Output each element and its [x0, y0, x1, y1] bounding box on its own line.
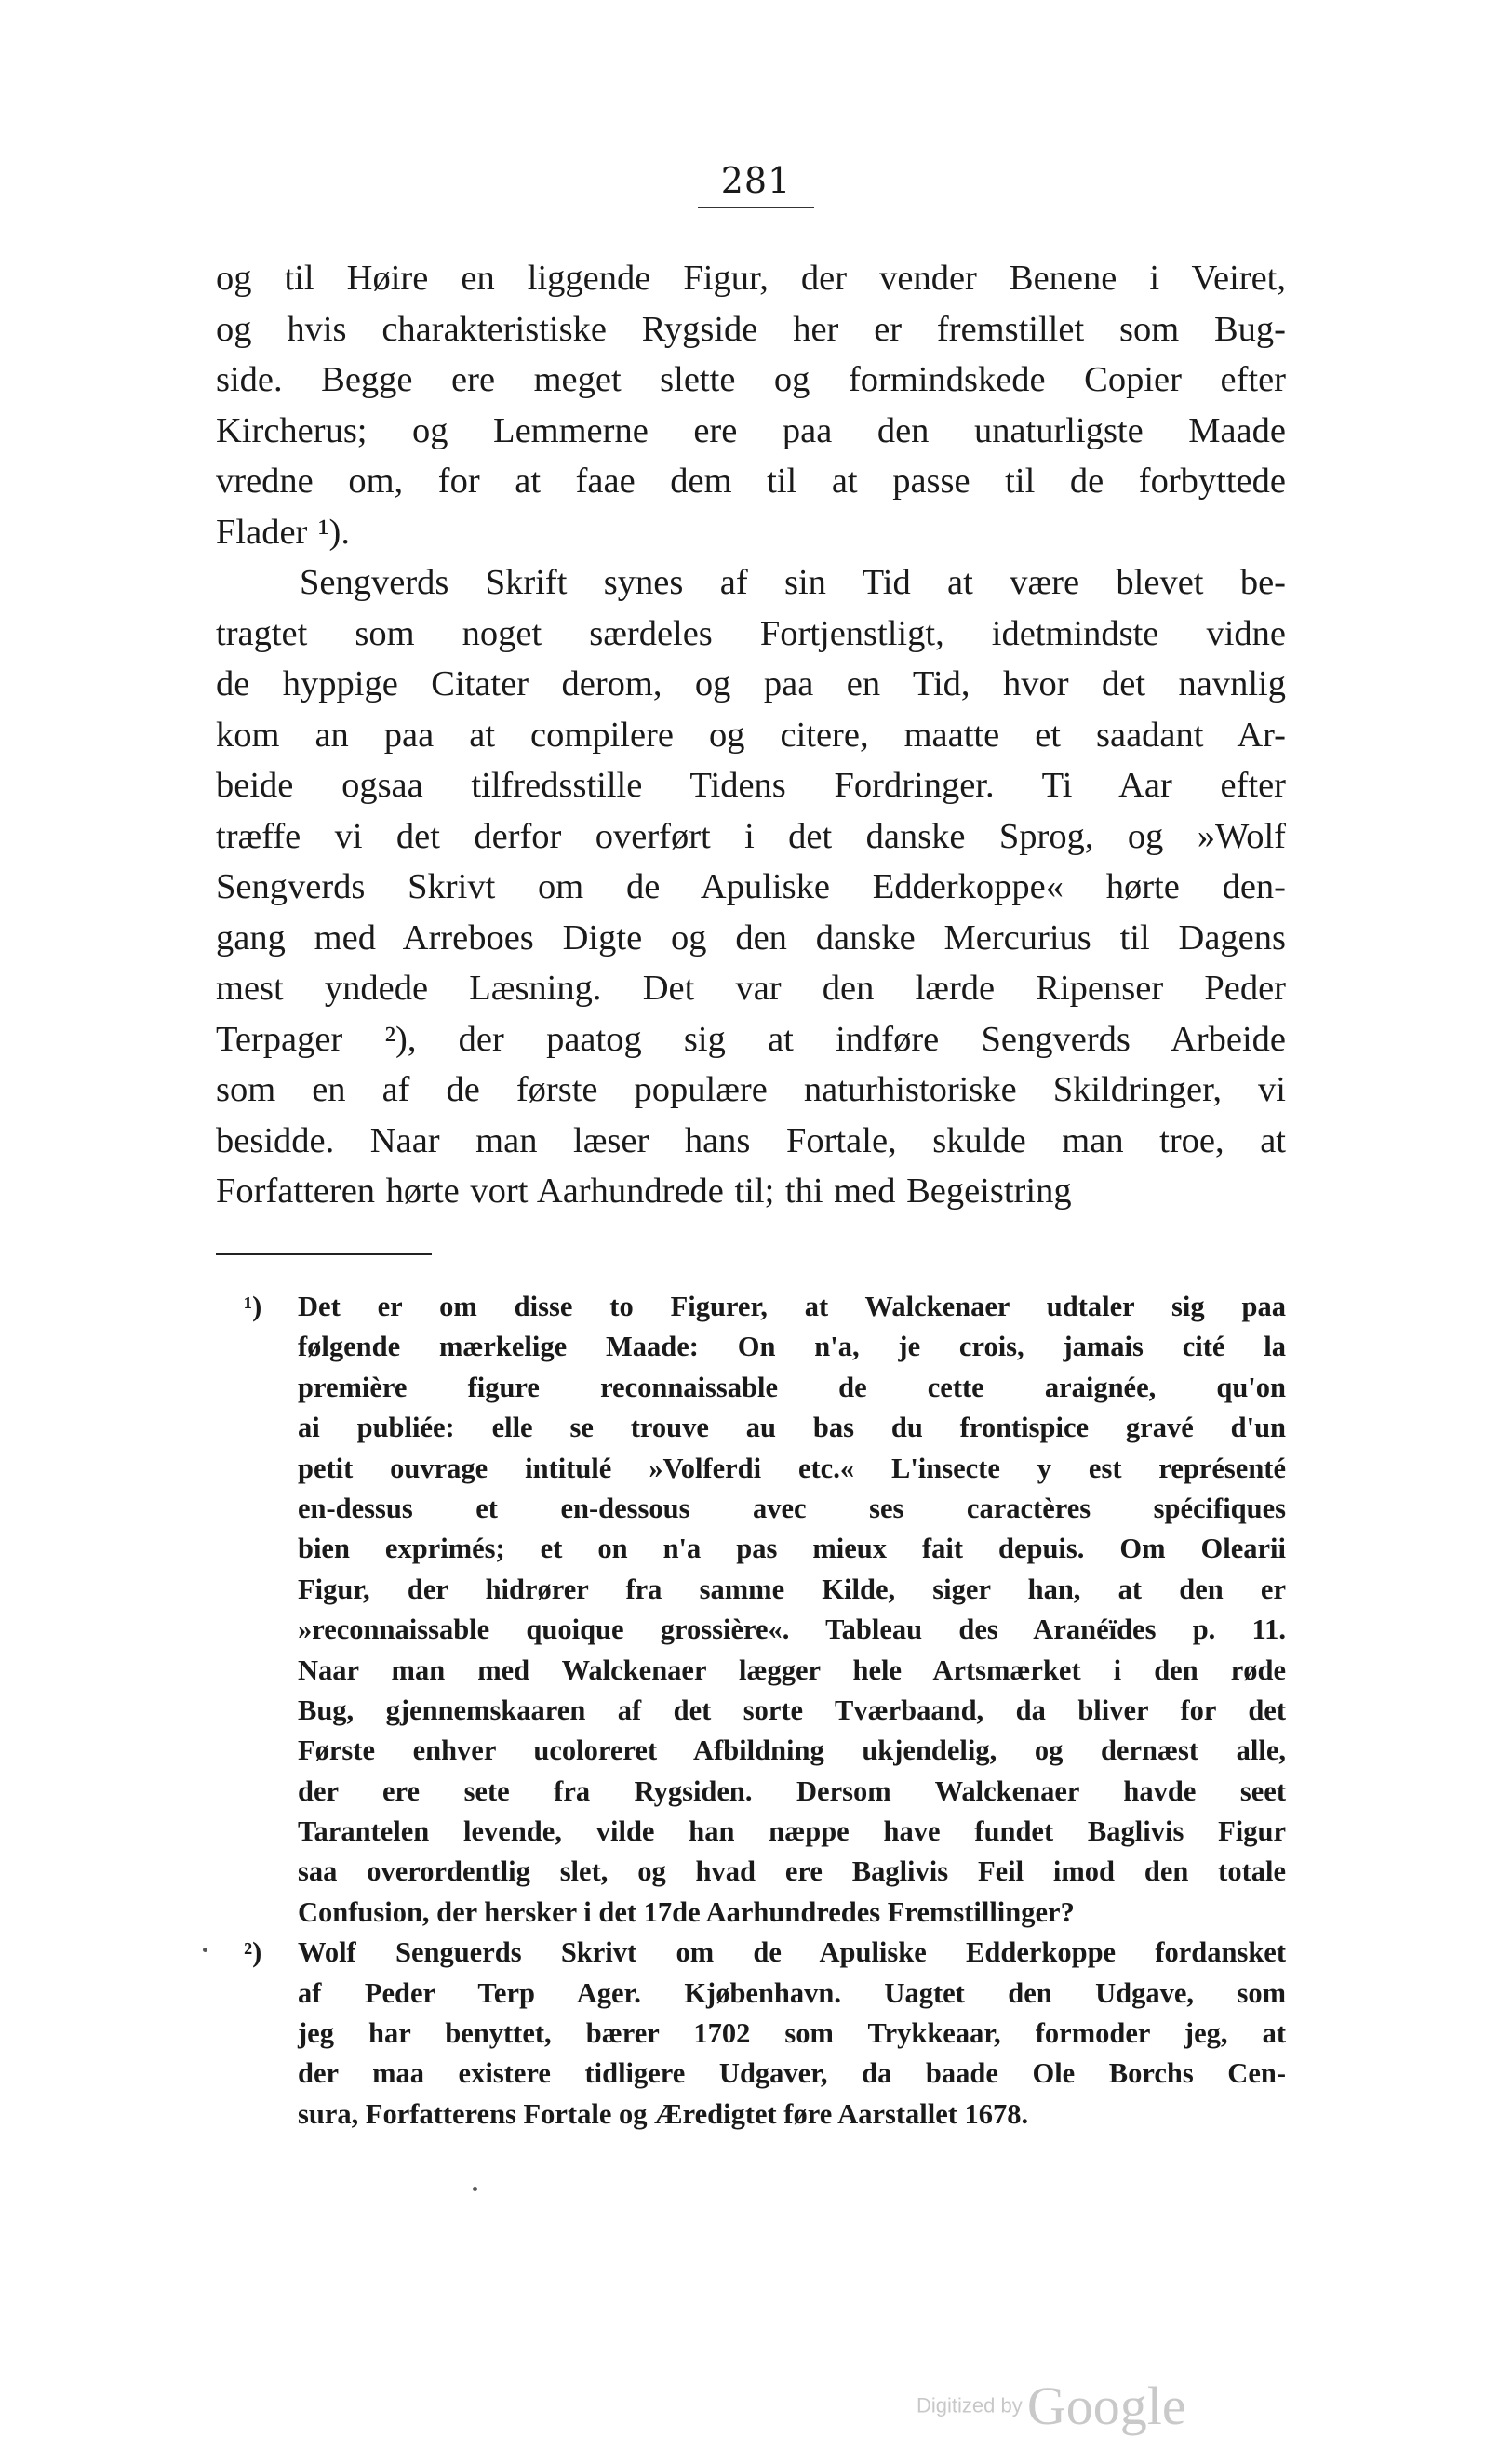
footnote-text: følgende mærkelige Maade: On n'a, je crois, jamais cité la	[298, 1331, 1286, 1363]
footnote-text: Naar man med Walckenaer lægger hele Artsmærket i den røde	[298, 1654, 1286, 1686]
footnote-text: »reconnaissable quoique grossière«. Tableau des Aranéïdes p. 11.	[298, 1614, 1286, 1646]
footnote-text: Confusion, der hersker i det 17de Aarhundredes Fremstillinger?	[298, 1895, 1075, 1928]
footnote-line	[216, 1368, 1286, 1408]
footnote-text: ai publiée: elle se trouve au bas du frontispice gravé d'un	[298, 1412, 1286, 1444]
body-line: tragtet som noget særdeles Fortjenstligt, idetmindste vidne	[216, 613, 1286, 653]
google-logo: Google	[1026, 2376, 1186, 2436]
body-line: Sengverds Skrivt om de Apuliske Edderkoppe« hørte den-	[216, 867, 1286, 906]
footnote-line	[216, 2095, 1286, 2135]
footnote-text: sura, Forfatterens Fortale og Æredigtet føre Aarstallet 1678.	[298, 2097, 1029, 2130]
body-line: kom an paa at compilere og citere, maatte et saadant Ar-	[216, 715, 1286, 755]
body-line: Kircherus; og Lemmerne ere paa den unaturligste Maade	[216, 410, 1286, 450]
footnote-line	[216, 1812, 1286, 1852]
footnote-marker: ¹)	[244, 1291, 262, 1322]
body-line: Sengverds Skrift synes af sin Tid at være blevet be-	[300, 563, 1286, 602]
footnote-text: en-dessus et en-dessous avec ses caractères spécifiques	[298, 1492, 1286, 1524]
body-line: vredne om, for at faae dem til at passe til de forbyttede	[216, 462, 1286, 501]
body-line: gang med Arreboes Digte og den danske Mercurius til Dagens	[216, 917, 1286, 957]
body-line: side. Begge ere meget slette og formindskede Copier efter	[216, 360, 1286, 399]
footnote-line	[216, 1529, 1286, 1569]
footnote-text: der maa existere tidligere Udgaver, da baade Ole Borchs Cen-	[298, 2057, 1286, 2090]
page-number: 281	[720, 160, 792, 201]
footnote-line	[216, 1287, 1286, 1327]
footnote-text: Figur, der hidrører fra samme Kilde, siger han, at den er	[298, 1573, 1286, 1605]
footnote-line	[216, 1691, 1286, 1731]
footnote-line	[216, 2014, 1286, 2054]
body-line: besidde. Naar man læser hans Fortale, skulde man troe, at	[216, 1120, 1286, 1160]
body-line: Flader ¹).	[216, 512, 350, 552]
ink-speck	[203, 1948, 207, 1952]
watermark-prefix: Digitized by	[917, 2393, 1023, 2417]
footnote-separator	[216, 1253, 432, 1255]
body-line: mest yndede Læsning. Det var den lærde Ripenser Peder	[216, 969, 1286, 1008]
ink-speck	[473, 2187, 477, 2191]
footnote-text: bien exprimés; et on n'a pas mieux fait depuis. Om Olearii	[298, 1533, 1286, 1565]
footnote-line	[216, 1933, 1286, 1973]
footnote-line	[216, 1570, 1286, 1610]
footnote-text: Wolf Senguerds Skrivt om de Apuliske Edderkoppe fordansket	[298, 1936, 1286, 1969]
body-line: og til Høire en liggende Figur, der vender Benene i Veiret,	[216, 259, 1286, 298]
footnote-text: af Peder Terp Ager. Kjøbenhavn. Uagtet den Udgave, som	[298, 1976, 1286, 2009]
footnote-line	[216, 1772, 1286, 1812]
footnote-text: Bug, gjennemskaaren af det sorte Tværbaand, da bliver for det	[298, 1694, 1286, 1726]
footnotes	[216, 1287, 1286, 2135]
footnote-text: Det er om disse to Figurer, at Walckenaer udtaler sig paa	[298, 1291, 1286, 1322]
digitized-by-google-watermark	[917, 2375, 1186, 2437]
footnote-marker: ²)	[244, 1936, 262, 1969]
body-line: de hyppige Citater derom, og paa en Tid, hvor det navnlig	[216, 664, 1286, 703]
body-line: og hvis charakteristiske Rygside her er fremstillet som Bug-	[216, 309, 1286, 349]
footnote-line	[216, 1610, 1286, 1650]
footnote-line	[216, 1974, 1286, 2014]
footnote-line	[216, 1651, 1286, 1691]
footnote-text: der ere sete fra Rygsiden. Dersom Walckenaer havde seet	[298, 1774, 1286, 1807]
footnote-text: jeg har benyttet, bærer 1702 som Trykkeaar, formoder jeg, at	[298, 2017, 1286, 2050]
footnote-line	[216, 1327, 1286, 1367]
footnote-line	[216, 1449, 1286, 1489]
footnote-text: petit ouvrage intitulé »Volferdi etc.« L'insecte y est représenté	[298, 1452, 1286, 1484]
footnote-text: première figure reconnaissable de cette araignée, qu'on	[298, 1371, 1286, 1403]
footnote-line	[216, 1408, 1286, 1448]
body-line: som en af de første populære naturhistoriske Skildringer, vi	[216, 1070, 1286, 1109]
footnote-line	[216, 1893, 1286, 1933]
footnote-line	[216, 1731, 1286, 1771]
body-line: Forfatteren hørte vort Aarhundrede til; thi med Begeistring	[216, 1172, 1072, 1211]
body-line: beide ogsaa tilfredsstille Tidens Fordringer. Ti Aar efter	[216, 766, 1286, 805]
footnote-text: Tarantelen levende, vilde han næppe have fundet Baglivis Figur	[298, 1815, 1286, 1848]
body-line: Terpager ²), der paatog sig at indføre Sengverds Arbeide	[216, 1019, 1286, 1059]
footnote-line	[216, 1489, 1286, 1529]
footnote-text: saa overordentlig slet, og hvad ere Baglivis Feil imod den totale	[298, 1855, 1286, 1888]
footnote-line	[216, 1852, 1286, 1892]
footnote-text: Første enhver ucoloreret Afbildning ukjendelig, og dernæst alle,	[298, 1734, 1286, 1767]
body-text	[216, 253, 1286, 1217]
page-number-rule	[698, 207, 814, 208]
footnote-line	[216, 2054, 1286, 2094]
body-line: træffe vi det derfor overført i det danske Sprog, og »Wolf	[216, 816, 1286, 856]
